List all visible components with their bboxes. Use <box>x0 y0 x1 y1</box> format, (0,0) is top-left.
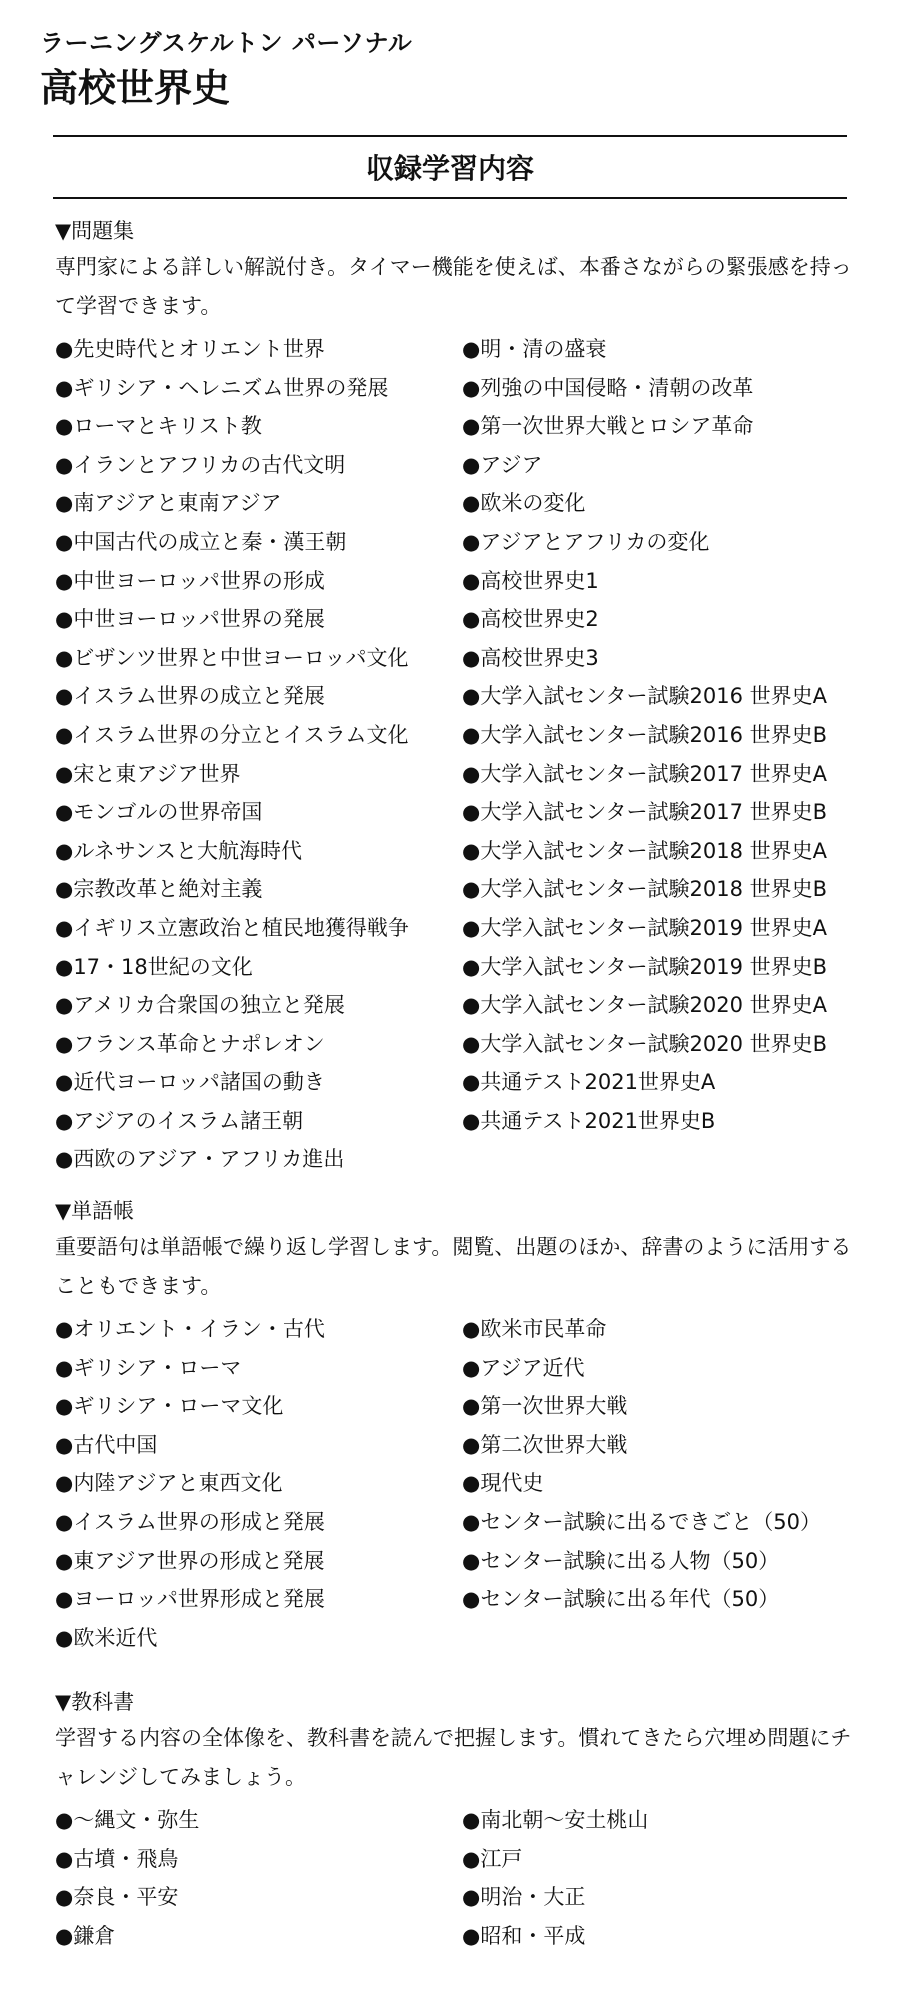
list-item: ●センター試験に出るできごと（50） <box>462 1509 821 1534</box>
list-item: ●西欧のアジア・アフリカ進出 <box>55 1147 345 1172</box>
series-name: ラーニングスケルトン パーソナル <box>40 29 413 57</box>
list-item: ●アメリカ合衆国の独立と発展 <box>55 993 345 1018</box>
section-description: 重要語句は単語帳で繰り返し学習します。閲覧、出題のほか、辞書のように活用することもできます。 <box>55 1235 852 1298</box>
list-item: ●大学入試センター試験2019 世界史A <box>462 915 827 940</box>
section-vocabulary <box>55 1196 855 1657</box>
list-item: ●ヨーロッパ世界形成と発展 <box>55 1587 325 1612</box>
list-item: ●イランとアフリカの古代文明 <box>55 452 346 477</box>
list-item: ●第一次世界大戦とロシア革命 <box>462 414 754 439</box>
header <box>40 26 412 114</box>
list-item: ●昭和・平成 <box>462 1923 586 1948</box>
section-description: 専門家による詳しい解説付き。タイマー機能を使えば、本番さながらの緊張感を持って学習できます。 <box>55 255 852 318</box>
list-item: ●17・18世紀の文化 <box>55 954 253 979</box>
list-item: ●アジア <box>462 452 543 477</box>
list-item: ●現代史 <box>462 1471 544 1496</box>
list-item: ●イスラム世界の成立と発展 <box>55 684 325 709</box>
list-item: ●古代中国 <box>55 1432 158 1457</box>
list-item: ●大学入試センター試験2019 世界史B <box>462 954 828 979</box>
list-item: ●近代ヨーロッパ諸国の動き <box>55 1070 325 1095</box>
list-item: ●アジア近代 <box>462 1355 585 1380</box>
list-item: ●～縄文・弥生 <box>55 1808 200 1832</box>
list-item: ●大学入試センター試験2018 世界史B <box>462 877 828 902</box>
list-item: ●奈良・平安 <box>55 1885 179 1910</box>
list-item: ●宗教改革と絶対主義 <box>55 877 263 902</box>
list-item: ●イスラム世界の形成と発展 <box>55 1509 325 1534</box>
list-item: ●高校世界史3 <box>462 645 599 670</box>
list-item: ●共通テスト2021世界史B <box>462 1108 716 1133</box>
list-item: ●中国古代の成立と秦・漢王朝 <box>55 529 347 554</box>
item-list <box>55 1801 855 1955</box>
list-item: ●イスラム世界の分立とイスラム文化 <box>55 722 409 747</box>
list-item: ●欧米の変化 <box>462 491 586 516</box>
list-item: ●モンゴルの世界帝国 <box>55 800 263 825</box>
list-item: ●内陸アジアと東西文化 <box>55 1471 283 1496</box>
section-description: 学習する内容の全体像を、教科書を読んで把握します。慣れてきたら穴埋め問題にチャレンジしてみましょう。 <box>55 1726 852 1789</box>
list-item: ●ギリシア・ローマ文化 <box>55 1394 284 1419</box>
list-item: ●大学入試センター試験2016 世界史A <box>462 684 827 709</box>
list-item: ●ギリシア・ヘレニズム世界の発展 <box>55 375 389 400</box>
list-item: ●古墳・飛鳥 <box>55 1846 179 1871</box>
list-item: ●中世ヨーロッパ世界の形成 <box>55 568 325 593</box>
list-item: ●大学入試センター試験2017 世界史A <box>462 761 827 786</box>
list-item: ●ローマとキリスト教 <box>55 414 262 439</box>
item-list <box>55 330 855 1179</box>
list-item: ●列強の中国侵略・清朝の改革 <box>462 375 754 400</box>
list-item: ●宋と東アジア世界 <box>55 761 241 786</box>
section-heading: ▼単語帳 <box>55 1199 135 1223</box>
list-item: ●大学入試センター試験2020 世界史B <box>462 1031 828 1056</box>
list-item: ●大学入試センター試験2018 世界史A <box>462 838 827 863</box>
list-item: ●南北朝～安土桃山 <box>462 1808 649 1832</box>
list-item: ●欧米近代 <box>55 1625 158 1650</box>
list-item: ●センター試験に出る人物（50） <box>462 1548 780 1573</box>
contents-banner <box>53 135 847 199</box>
list-item: ●欧米市民革命 <box>462 1317 607 1341</box>
list-item: ●アジアのイスラム諸王朝 <box>55 1108 304 1133</box>
list-item: ●共通テスト2021世界史A <box>462 1070 716 1095</box>
list-item: ●イギリス立憲政治と植民地獲得戦争 <box>55 915 409 940</box>
section-textbook <box>55 1687 855 1955</box>
list-item: ●先史時代とオリエント世界 <box>55 337 325 361</box>
product-title: 高校世界史 <box>40 66 231 110</box>
list-item: ●ギリシア・ローマ <box>55 1355 242 1380</box>
list-item: ●南アジアと東南アジア <box>55 491 282 516</box>
list-item: ●オリエント・イラン・古代 <box>55 1317 325 1341</box>
list-item: ●アジアとアフリカの変化 <box>462 529 710 554</box>
list-item: ●第二次世界大戦 <box>462 1432 628 1457</box>
list-item: ●フランス革命とナポレオン <box>55 1031 325 1056</box>
item-list <box>55 1310 855 1657</box>
list-item: ●江戸 <box>462 1846 523 1871</box>
banner-title: 収録学習内容 <box>365 152 534 185</box>
list-item: ●東アジア世界の形成と発展 <box>55 1548 325 1573</box>
list-item: ●鎌倉 <box>55 1923 116 1948</box>
list-item: ●第一次世界大戦 <box>462 1394 628 1419</box>
list-item: ●ルネサンスと大航海時代 <box>55 838 303 863</box>
list-item: ●センター試験に出る年代（50） <box>462 1587 780 1612</box>
section-problem-sets <box>55 216 855 1179</box>
list-item: ●中世ヨーロッパ世界の発展 <box>55 607 325 632</box>
list-item: ●明・清の盛衰 <box>462 337 607 361</box>
list-item: ●高校世界史2 <box>462 607 599 632</box>
list-item: ●高校世界史1 <box>462 568 599 593</box>
list-item: ●ビザンツ世界と中世ヨーロッパ文化 <box>55 645 409 670</box>
section-heading: ▼問題集 <box>55 219 135 243</box>
section-heading: ▼教科書 <box>55 1690 135 1714</box>
list-item: ●明治・大正 <box>462 1885 586 1910</box>
list-item: ●大学入試センター試験2020 世界史A <box>462 993 827 1018</box>
list-item: ●大学入試センター試験2017 世界史B <box>462 800 828 825</box>
list-item: ●大学入試センター試験2016 世界史B <box>462 722 828 747</box>
